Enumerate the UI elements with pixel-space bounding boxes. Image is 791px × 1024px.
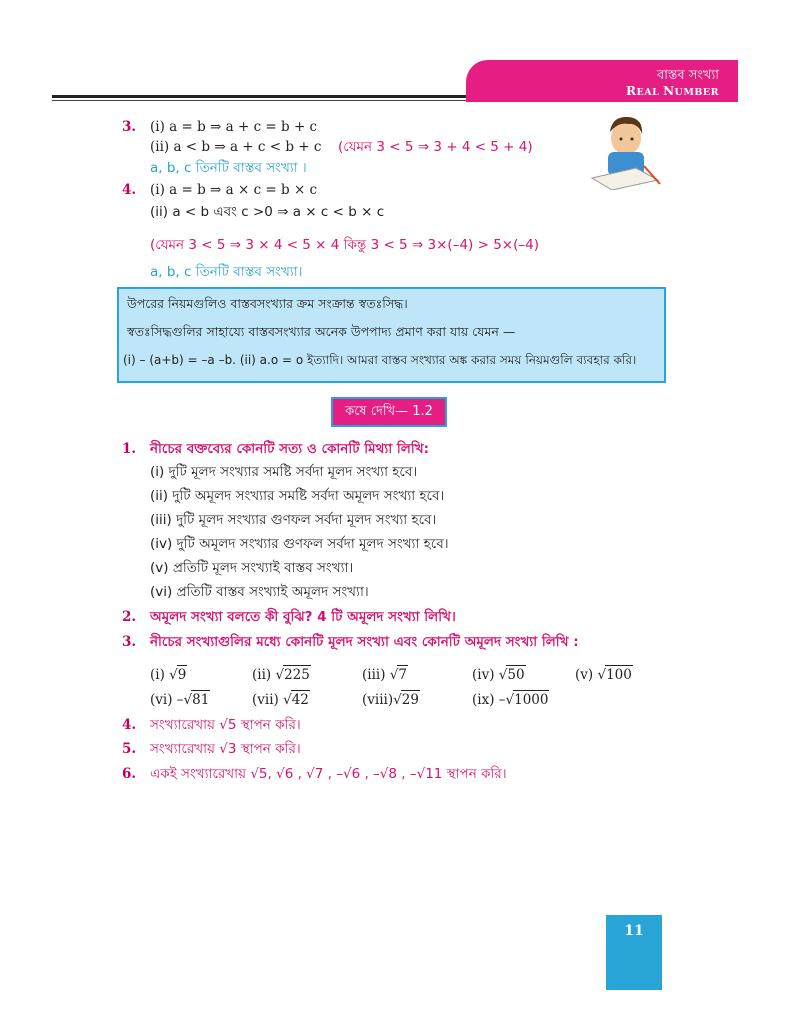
info-line-3: (i) – (a+b) = –a –b. (ii) a.o = o ইত্যাদি। আমরা বাস্তব সংখ্যার অঙ্ক করার সময় নিয়মগুলি ব্যবহার করি। — [123, 353, 637, 367]
axiom-info-box — [117, 287, 666, 383]
q3-number: 3. — [122, 634, 137, 650]
q3-option: (vii) √42 — [252, 692, 309, 708]
q6-number: 6. — [122, 766, 137, 782]
q3-option: (ix) –√1000 — [472, 692, 549, 708]
q5-text: সংখ্যারেখায় √3 স্থাপন করি। — [150, 741, 301, 757]
q3-option: (i) √9 — [150, 667, 187, 683]
q1-item: (ii) দুটি অমূলদ সংখ্যার সমষ্টি সর্বদা অমূলদ সংখ্যা হবে। — [150, 488, 445, 504]
info-line-1: উপরের নিয়মগুলিও বাস্তবসংখ্যার ক্রম সংক্রান্ত স্বতঃসিদ্ধ। — [127, 296, 408, 311]
q1-item: (iv) দুটি অমূলদ সংখ্যার গুণফল সর্বদা মূলদ সংখ্যা হবে। — [150, 536, 449, 552]
q1-text: নীচের বক্তব্যের কোনটি সত্য ও কোনটি মিথ্যা লিখি: — [150, 441, 429, 457]
axiom-3-i: (i) a = b ⇒ a + c = b + c — [150, 119, 318, 135]
q2-number: 2. — [122, 609, 137, 625]
q3-option: (viii)√29 — [362, 692, 419, 708]
q1-item: (v) প্রতিটি মূলদ সংখ্যাই বাস্তব সংখ্যা। — [150, 560, 354, 576]
axiom-3-note: a, b, c তিনটি বাস্তব সংখ্যা । — [150, 160, 307, 176]
axiom-4-example: (যেমন 3 < 5 ⇒ 3 × 4 < 5 × 4 কিন্তু 3 < 5 ⇒ 3×(–4) > 5×(–4) — [150, 237, 539, 253]
header-rule — [52, 95, 474, 98]
q2-text: অমূলদ সংখ্যা বলতে কী বুঝি? 4 টি অমূলদ সংখ্যা লিখি। — [150, 609, 456, 625]
chapter-title-en: REAL NUMBER — [625, 84, 719, 98]
q1-item: (vi) প্রতিটি বাস্তব সংখ্যাই অমূলদ সংখ্যা। — [150, 584, 369, 600]
q5-number: 5. — [122, 741, 137, 757]
q1-item: (iii) দুটি মূলদ সংখ্যার গুণফল সর্বদা মূলদ সংখ্যা হবে। — [150, 512, 437, 528]
axiom-4-number: 4. — [122, 182, 137, 198]
q3-option: (v) √100 — [575, 667, 632, 683]
q4-text: সংখ্যারেখায় √5 স্থাপন করি। — [150, 717, 301, 733]
axiom-4-ii: (ii) a < b এবং c >0 ⇒ a × c < b × c — [150, 204, 385, 220]
q4-number: 4. — [122, 717, 137, 733]
page-number: 11 — [606, 915, 662, 990]
student-illustration — [588, 108, 662, 190]
axiom-3-ii: (ii) a < b ⇒ a + c < b + c — [150, 139, 322, 155]
q3-option: (iii) √7 — [362, 667, 407, 683]
q1-number: 1. — [122, 441, 137, 457]
q3-option: (iv) √50 — [472, 667, 525, 683]
axiom-3-example: (যেমন 3 < 5 ⇒ 3 + 4 < 5 + 4) — [338, 139, 533, 155]
header-rule-thin — [52, 100, 474, 101]
axiom-3-number: 3. — [122, 119, 137, 135]
chapter-title-bn: বাস্তব সংখ্যা — [657, 68, 719, 83]
q6-text: একই সংখ্যারেখায় √5, √6 , √7 , –√6 , –√8 , –√11 স্থাপন করি। — [150, 766, 507, 782]
q1-item: (i) দুটি মূলদ সংখ্যার সমষ্টি সর্বদা মূলদ সংখ্যা হবে। — [150, 464, 418, 480]
axiom-4-i: (i) a = b ⇒ a × c = b × c — [150, 182, 318, 198]
info-line-2: স্বতঃসিদ্ধগুলির সাহায্যে বাস্তবসংখ্যার অনেক উপপাদ্য প্রমাণ করা যায় যেমন — — [127, 324, 516, 339]
q3-text: নীচের সংখ্যাগুলির মধ্যে কোনটি মূলদ সংখ্যা এবং কোনটি অমূলদ সংখ্যা লিখি : — [150, 634, 579, 650]
axiom-4-note: a, b, c তিনটি বাস্তব সংখ্যা। — [150, 264, 303, 280]
q3-option: (vi) –√81 — [150, 692, 210, 708]
q3-option: (ii) √225 — [252, 667, 310, 683]
exercise-heading: কষে দেখি— 1.2 — [331, 397, 447, 427]
